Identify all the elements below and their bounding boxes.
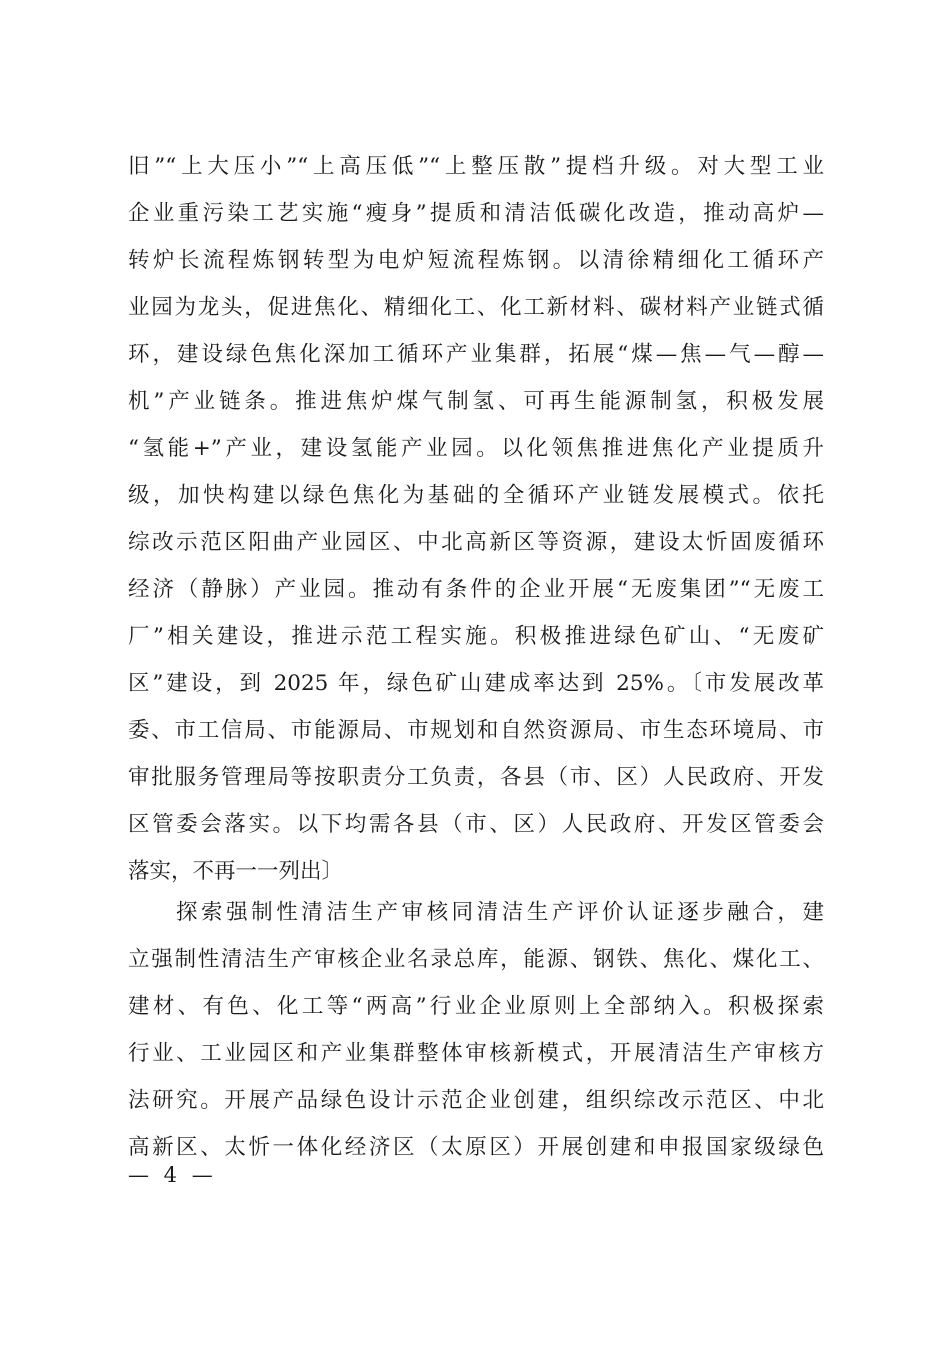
paragraph-1-line: 区”建设，到 2025 年，绿色矿山建成率达到 25%。〔市发展改革 [128,671,824,696]
paragraph-1-line: 转炉长流程炼钢转型为电炉短流程炼钢。以清徐精细化工循环产 [128,248,824,273]
paragraph-1-line: 旧”“上大压小”“上高压低”“上整压散”提档升级。对大型工业 [128,154,824,179]
paragraph-1-line: 厂”相关建设，推进示范工程实施。积极推进绿色矿山、“无废矿 [128,624,824,649]
paragraph-1-line: 业园为龙头，促进焦化、精细化工、化工新材料、碳材料产业链式循 [128,295,824,320]
paragraph-1-line: 经济（静脉）产业园。推动有条件的企业开展“无废集团”“无废工 [128,577,824,602]
paragraph-1-line: 落实，不再一一列出〕 [128,859,344,884]
paragraph-1-line: 委、市工信局、市能源局、市规划和自然资源局、市生态环境局、市 [128,718,824,743]
paragraph-2-line: 建材、有色、化工等“两高”行业企业原则上全部纳入。积极探索 [128,994,824,1019]
paragraph-2-line: 行业、工业园区和产业集群整体审核新模式，开展清洁生产审核方 [128,1041,824,1066]
paragraph-1-line: 审批服务管理局等按职责分工负责，各县（市、区）人民政府、开发 [128,765,824,790]
paragraph-2-line: 探索强制性清洁生产审核同清洁生产评价认证逐步融合，建 [176,900,824,925]
paragraph-1-line: 机”产业链条。推进焦炉煤气制氢、可再生能源制氢，积极发展 [128,389,824,414]
paragraph-1-line: 环，建设绿色焦化深加工循环产业集群，拓展“煤—焦—气—醇— [128,342,824,367]
page-number: — 4 — [128,1163,217,1187]
paragraph-2-line: 立强制性清洁生产审核企业名录总库，能源、钢铁、焦化、煤化工、 [128,947,824,972]
paragraph-2-line: 法研究。开展产品绿色设计示范企业创建，组织综改示范区、中北 [128,1088,824,1113]
paragraph-1-line: 综改示范区阳曲产业园区、中北高新区等资源，建设太忻固废循环 [128,530,824,555]
paragraph-1-line: 企业重污染工艺实施“瘦身”提质和清洁低碳化改造，推动高炉— [128,201,824,226]
paragraph-2-line: 高新区、太忻一体化经济区（太原区）开展创建和申报国家级绿色 [128,1135,824,1160]
paragraph-1-line: “氢能+”产业，建设氢能产业园。以化领焦推进焦化产业提质升 [128,436,824,461]
paragraph-1-line: 区管委会落实。以下均需各县（市、区）人民政府、开发区管委会 [128,812,824,837]
paragraph-1-line: 级，加快构建以绿色焦化为基础的全循环产业链发展模式。依托 [128,483,824,508]
